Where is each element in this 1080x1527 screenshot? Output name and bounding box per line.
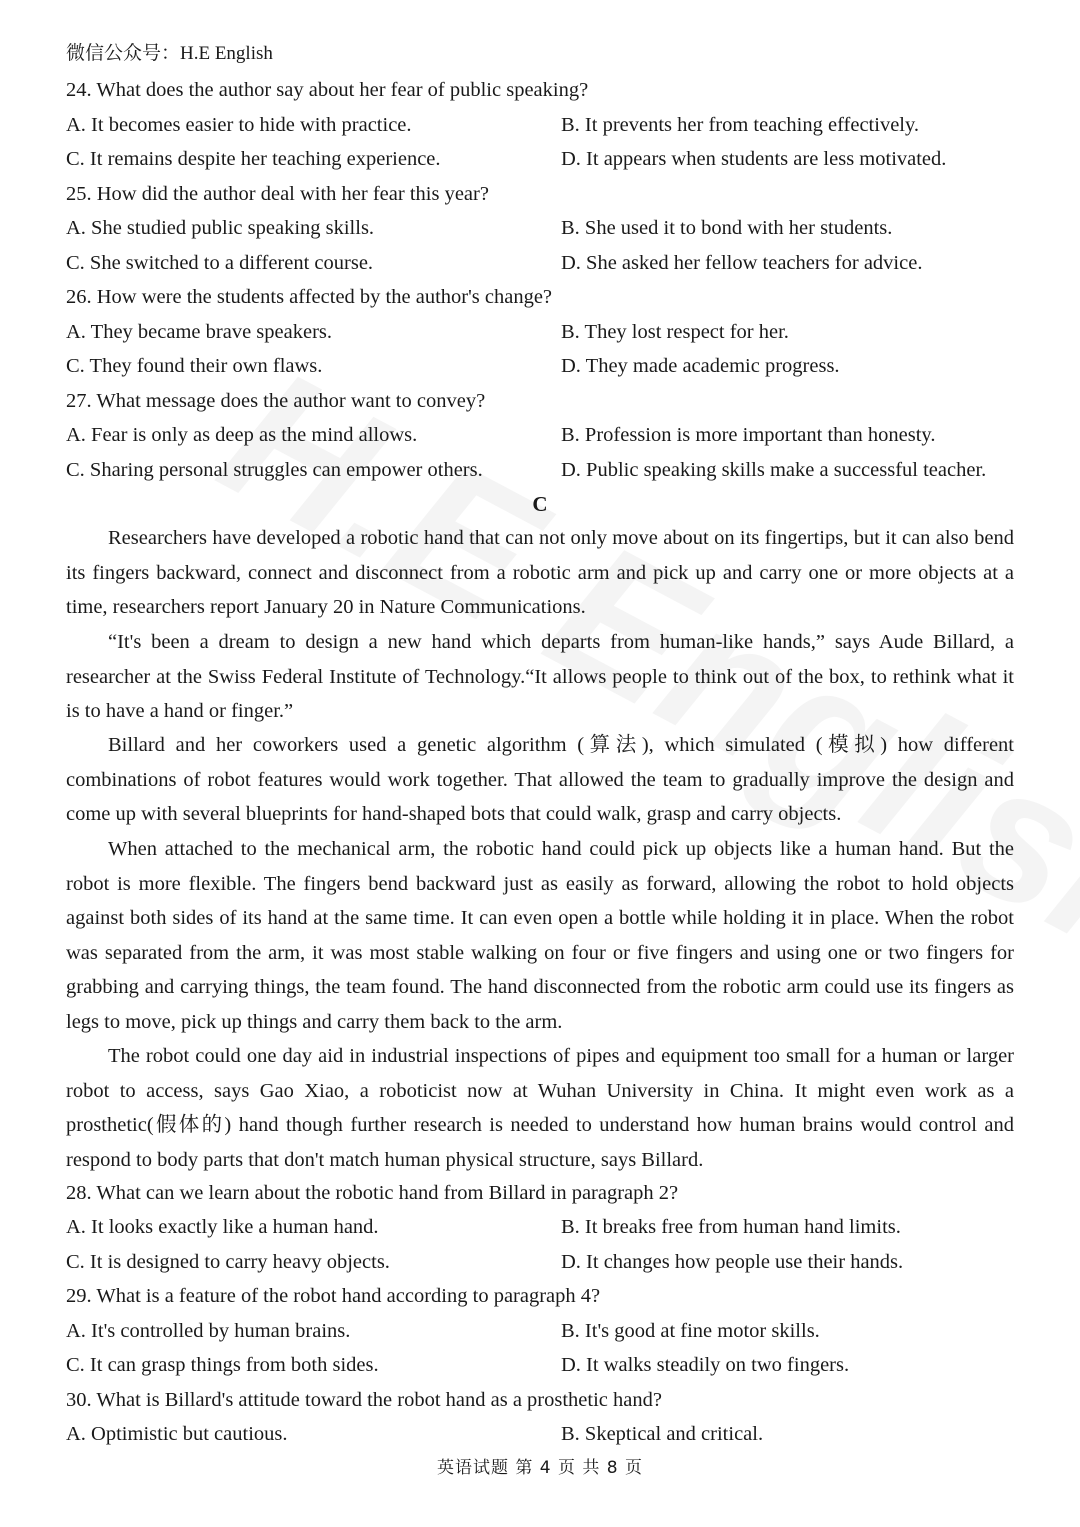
question-26-option-d: D. They made academic progress. [561,355,840,377]
question-29-option-b: B. It's good at fine motor skills. [561,1320,820,1342]
question-27-option-b: B. Profession is more important than honesty. [561,424,936,446]
passage-paragraph-4: When attached to the mechanical arm, the robotic hand could pick up objects like a human hand. But the robot is more flexible. The fingers bend backward just as easily as forward, allowing the robot to hold objects against both sides of its hand at the same time. It can even open a bottle while holding it in place. When the robot was separated from the arm, it was most stable walking on four or five fingers and using one or two fingers for grabbing and carrying things, the team found. The hand disconnected from the robotic arm could use its fingers as legs to move, pick up things and carry them back to the arm. [66,838,1014,1033]
question-30-stem: 30. What is Billard's attitude toward the robot hand as a prosthetic hand? [66,1389,662,1411]
question-24-stem: 24. What does the author say about her fear of public speaking? [66,79,589,101]
question-27-stem: 27. What message does the author want to convey? [66,390,486,412]
question-25-option-b: B. She used it to bond with her students. [561,217,893,239]
question-26-option-c: C. They found their own flaws. [66,355,323,377]
question-27-option-c: C. Sharing personal struggles can empower others. [66,459,483,481]
question-24-option-d: D. It appears when students are less motivated. [561,148,947,170]
question-25-stem: 25. How did the author deal with her fear this year? [66,183,489,205]
question-29-option-d: D. It walks steadily on two fingers. [561,1354,850,1376]
question-28-option-b: B. It breaks free from human hand limits. [561,1216,901,1238]
question-29-option-a: A. It's controlled by human brains. [66,1320,351,1342]
passage-paragraph-1: Researchers have developed a robotic hand that can not only move about on its fingertips, but it can also bend its fingers backward, connect and disconnect from a robotic arm and pick up and carry one or more objects at a time, researchers report January 20 in Nature Communications. [66,527,1014,618]
passage-paragraph-2: “It's been a dream to design a new hand which departs from human-like hands,” says Aude Billard, a researcher at the Swiss Federal Institute of Technology.“It allows people to think out of the box, to rethink what it is to have a hand or finger.” [66,631,1014,722]
question-24-option-b: B. It prevents her from teaching effectively. [561,114,920,136]
question-26-option-b: B. They lost respect for her. [561,321,789,343]
question-30-option-a: A. Optimistic but cautious. [66,1423,288,1445]
question-24-option-a: A. It becomes easier to hide with practice. [66,114,412,136]
question-26-option-a: A. They became brave speakers. [66,321,332,343]
passage-paragraph-5: The robot could one day aid in industrial inspections of pipes and equipment too small for a human or larger robot to access, says Gao Xiao, a roboticist now at Wuhan University in China. It might even work as a prosthetic(假体的) hand though further research is needed to understand how human brains would control and respond to body parts that don't match human physical structure, says Billard. [66,1045,1014,1171]
question-29-stem: 29. What is a feature of the robot hand according to paragraph 4? [66,1285,601,1307]
question-25-option-c: C. She switched to a different course. [66,252,374,274]
question-29-option-c: C. It can grasp things from both sides. [66,1354,379,1376]
question-27-option-d: D. Public speaking skills make a successful teacher. [561,459,987,481]
page-footer: 英语试题 第 4 页 共 8 页 [436,1458,644,1478]
question-28-stem: 28. What can we learn about the robotic hand from Billard in paragraph 2? [66,1182,679,1204]
question-26-stem: 26. How were the students affected by the author's change? [66,286,553,308]
question-25-option-d: D. She asked her fellow teachers for advice. [561,252,923,274]
passage-paragraph-3: Billard and her coworkers used a genetic algorithm (算法), which simulated (模拟) how different combinations of robot features would work together. That allowed the team to gradually improve the design and come up with several blueprints for hand-shaped bots that could walk, grasp and carry objects. [66,734,1014,825]
question-30-option-b: B. Skeptical and critical. [561,1423,764,1445]
section-c-title: C [532,492,548,516]
question-27-option-a: A. Fear is only as deep as the mind allows. [66,424,418,446]
question-28-option-a: A. It looks exactly like a human hand. [66,1216,379,1238]
question-25-option-a: A. She studied public speaking skills. [66,217,375,239]
question-28-option-c: C. It is designed to carry heavy objects. [66,1251,390,1273]
question-24-option-c: C. It remains despite her teaching experience. [66,148,441,170]
question-28-option-d: D. It changes how people use their hands. [561,1251,904,1273]
header-wechat-account: 微信公众号：H.E English [66,43,273,64]
